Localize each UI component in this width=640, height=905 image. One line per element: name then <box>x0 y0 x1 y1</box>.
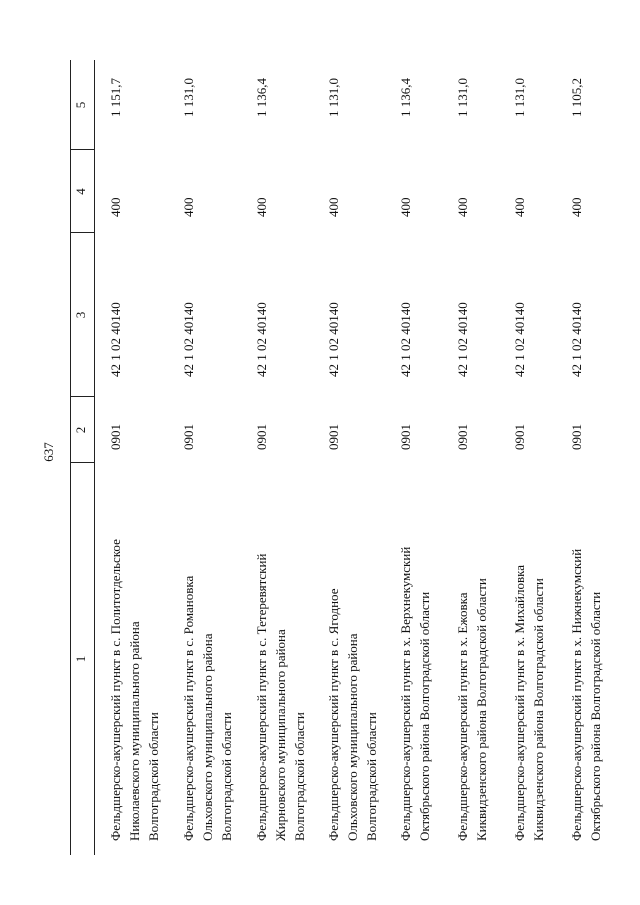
target-article-cell: 42 1 02 40140 <box>254 302 269 377</box>
section-code-cell: 0901 <box>569 424 584 450</box>
table-row <box>324 60 392 855</box>
row-name-line: Фельдшерско-акушерский пункт в с. Романовка <box>181 575 196 841</box>
section-code-cell: 0901 <box>254 424 269 450</box>
budget-table <box>70 60 630 855</box>
section-code-cell: 0901 <box>455 424 470 450</box>
target-article-cell: 42 1 02 40140 <box>398 302 413 377</box>
column-header-3: 3 <box>73 311 88 319</box>
row-name-line: Фельдшерско-акушерский пункт в с. Ягодное <box>326 588 341 841</box>
amount-cell: 1 131,0 <box>181 78 196 117</box>
table-row <box>106 60 174 855</box>
row-name-cell <box>179 481 236 841</box>
section-code-cell: 0901 <box>181 424 196 450</box>
row-name-line: Волгоградской области <box>292 712 307 841</box>
amount-cell: 1 105,2 <box>569 78 584 117</box>
amount-cell: 1 131,0 <box>455 78 470 117</box>
section-code-cell: 0901 <box>512 424 527 450</box>
row-name-cell <box>510 481 548 841</box>
target-article-cell: 42 1 02 40140 <box>108 302 123 377</box>
row-name-line: Фельдшерско-акушерский пункт в х. Нижнекумский <box>569 548 584 841</box>
column-header-4: 4 <box>73 188 88 195</box>
header-bottom-rule <box>94 60 95 855</box>
expense-type-cell: 400 <box>326 197 341 217</box>
amount-cell: 1 136,4 <box>254 78 269 117</box>
row-name-line: Киквидзенского района Волгоградской области <box>531 578 546 841</box>
section-code-cell: 0901 <box>326 424 341 450</box>
row-name-line: Фельдшерско-акушерский пункт в с. Тетеревятский <box>254 553 269 841</box>
row-name-line: Фельдшерско-акушерский пункт в х. Михайловка <box>512 564 527 841</box>
column-header-1: 1 <box>73 655 88 663</box>
column-header-5: 5 <box>73 101 88 109</box>
row-name-cell <box>567 481 605 841</box>
section-code-cell: 0901 <box>398 424 413 450</box>
rotated-page-content <box>70 60 630 855</box>
column-header-2: 2 <box>73 426 88 434</box>
table-row <box>179 60 247 855</box>
amount-cell: 1 136,4 <box>398 78 413 117</box>
expense-type-cell: 400 <box>181 197 196 217</box>
row-name-line: Фельдшерско-акушерский пункт в с. Политотдельское <box>108 539 123 841</box>
amount-cell: 1 131,0 <box>326 78 341 117</box>
target-article-cell: 42 1 02 40140 <box>512 302 527 377</box>
target-article-cell: 42 1 02 40140 <box>569 302 584 377</box>
page-number: 637 <box>41 442 56 462</box>
row-name-line: Фельдшерско-акушерский пункт в х. Ежовка <box>455 592 470 841</box>
row-name-line: Октябрьского района Волгоградской области <box>588 591 603 841</box>
target-article-cell: 42 1 02 40140 <box>326 302 341 377</box>
row-name-line: Октябрьского района Волгоградской области <box>417 591 432 841</box>
row-name-line: Волгоградской области <box>146 712 161 841</box>
row-name-line: Волгоградской области <box>219 712 234 841</box>
expense-type-cell: 400 <box>569 197 584 217</box>
expense-type-cell: 400 <box>254 197 269 217</box>
amount-cell: 1 151,7 <box>108 78 123 117</box>
row-name-cell <box>252 481 309 841</box>
table-row <box>567 60 635 855</box>
target-article-cell: 42 1 02 40140 <box>181 302 196 377</box>
row-name-line: Ольховского муниципального района <box>200 633 215 841</box>
row-name-line: Жирновского муниципального района <box>273 629 288 841</box>
expense-type-cell: 400 <box>398 197 413 217</box>
row-name-cell <box>106 481 163 841</box>
row-name-line: Ольховского муниципального района <box>345 633 360 841</box>
row-name-cell <box>396 481 434 841</box>
expense-type-cell: 400 <box>455 197 470 217</box>
row-name-line: Николаевского муниципального района <box>127 621 142 841</box>
section-code-cell: 0901 <box>108 424 123 450</box>
row-name-line: Фельдшерско-акушерский пункт в х. Верхнекумский <box>398 546 413 841</box>
expense-type-cell: 400 <box>108 197 123 217</box>
target-article-cell: 42 1 02 40140 <box>455 302 470 377</box>
row-name-line: Волгоградской области <box>364 712 379 841</box>
table-row <box>252 60 320 855</box>
amount-cell: 1 131,0 <box>512 78 527 117</box>
header-top-rule <box>70 60 71 855</box>
row-name-cell <box>453 481 491 841</box>
row-name-cell <box>324 481 381 841</box>
row-name-line: Киквидзенского района Волгоградской области <box>474 578 489 841</box>
expense-type-cell: 400 <box>512 197 527 217</box>
